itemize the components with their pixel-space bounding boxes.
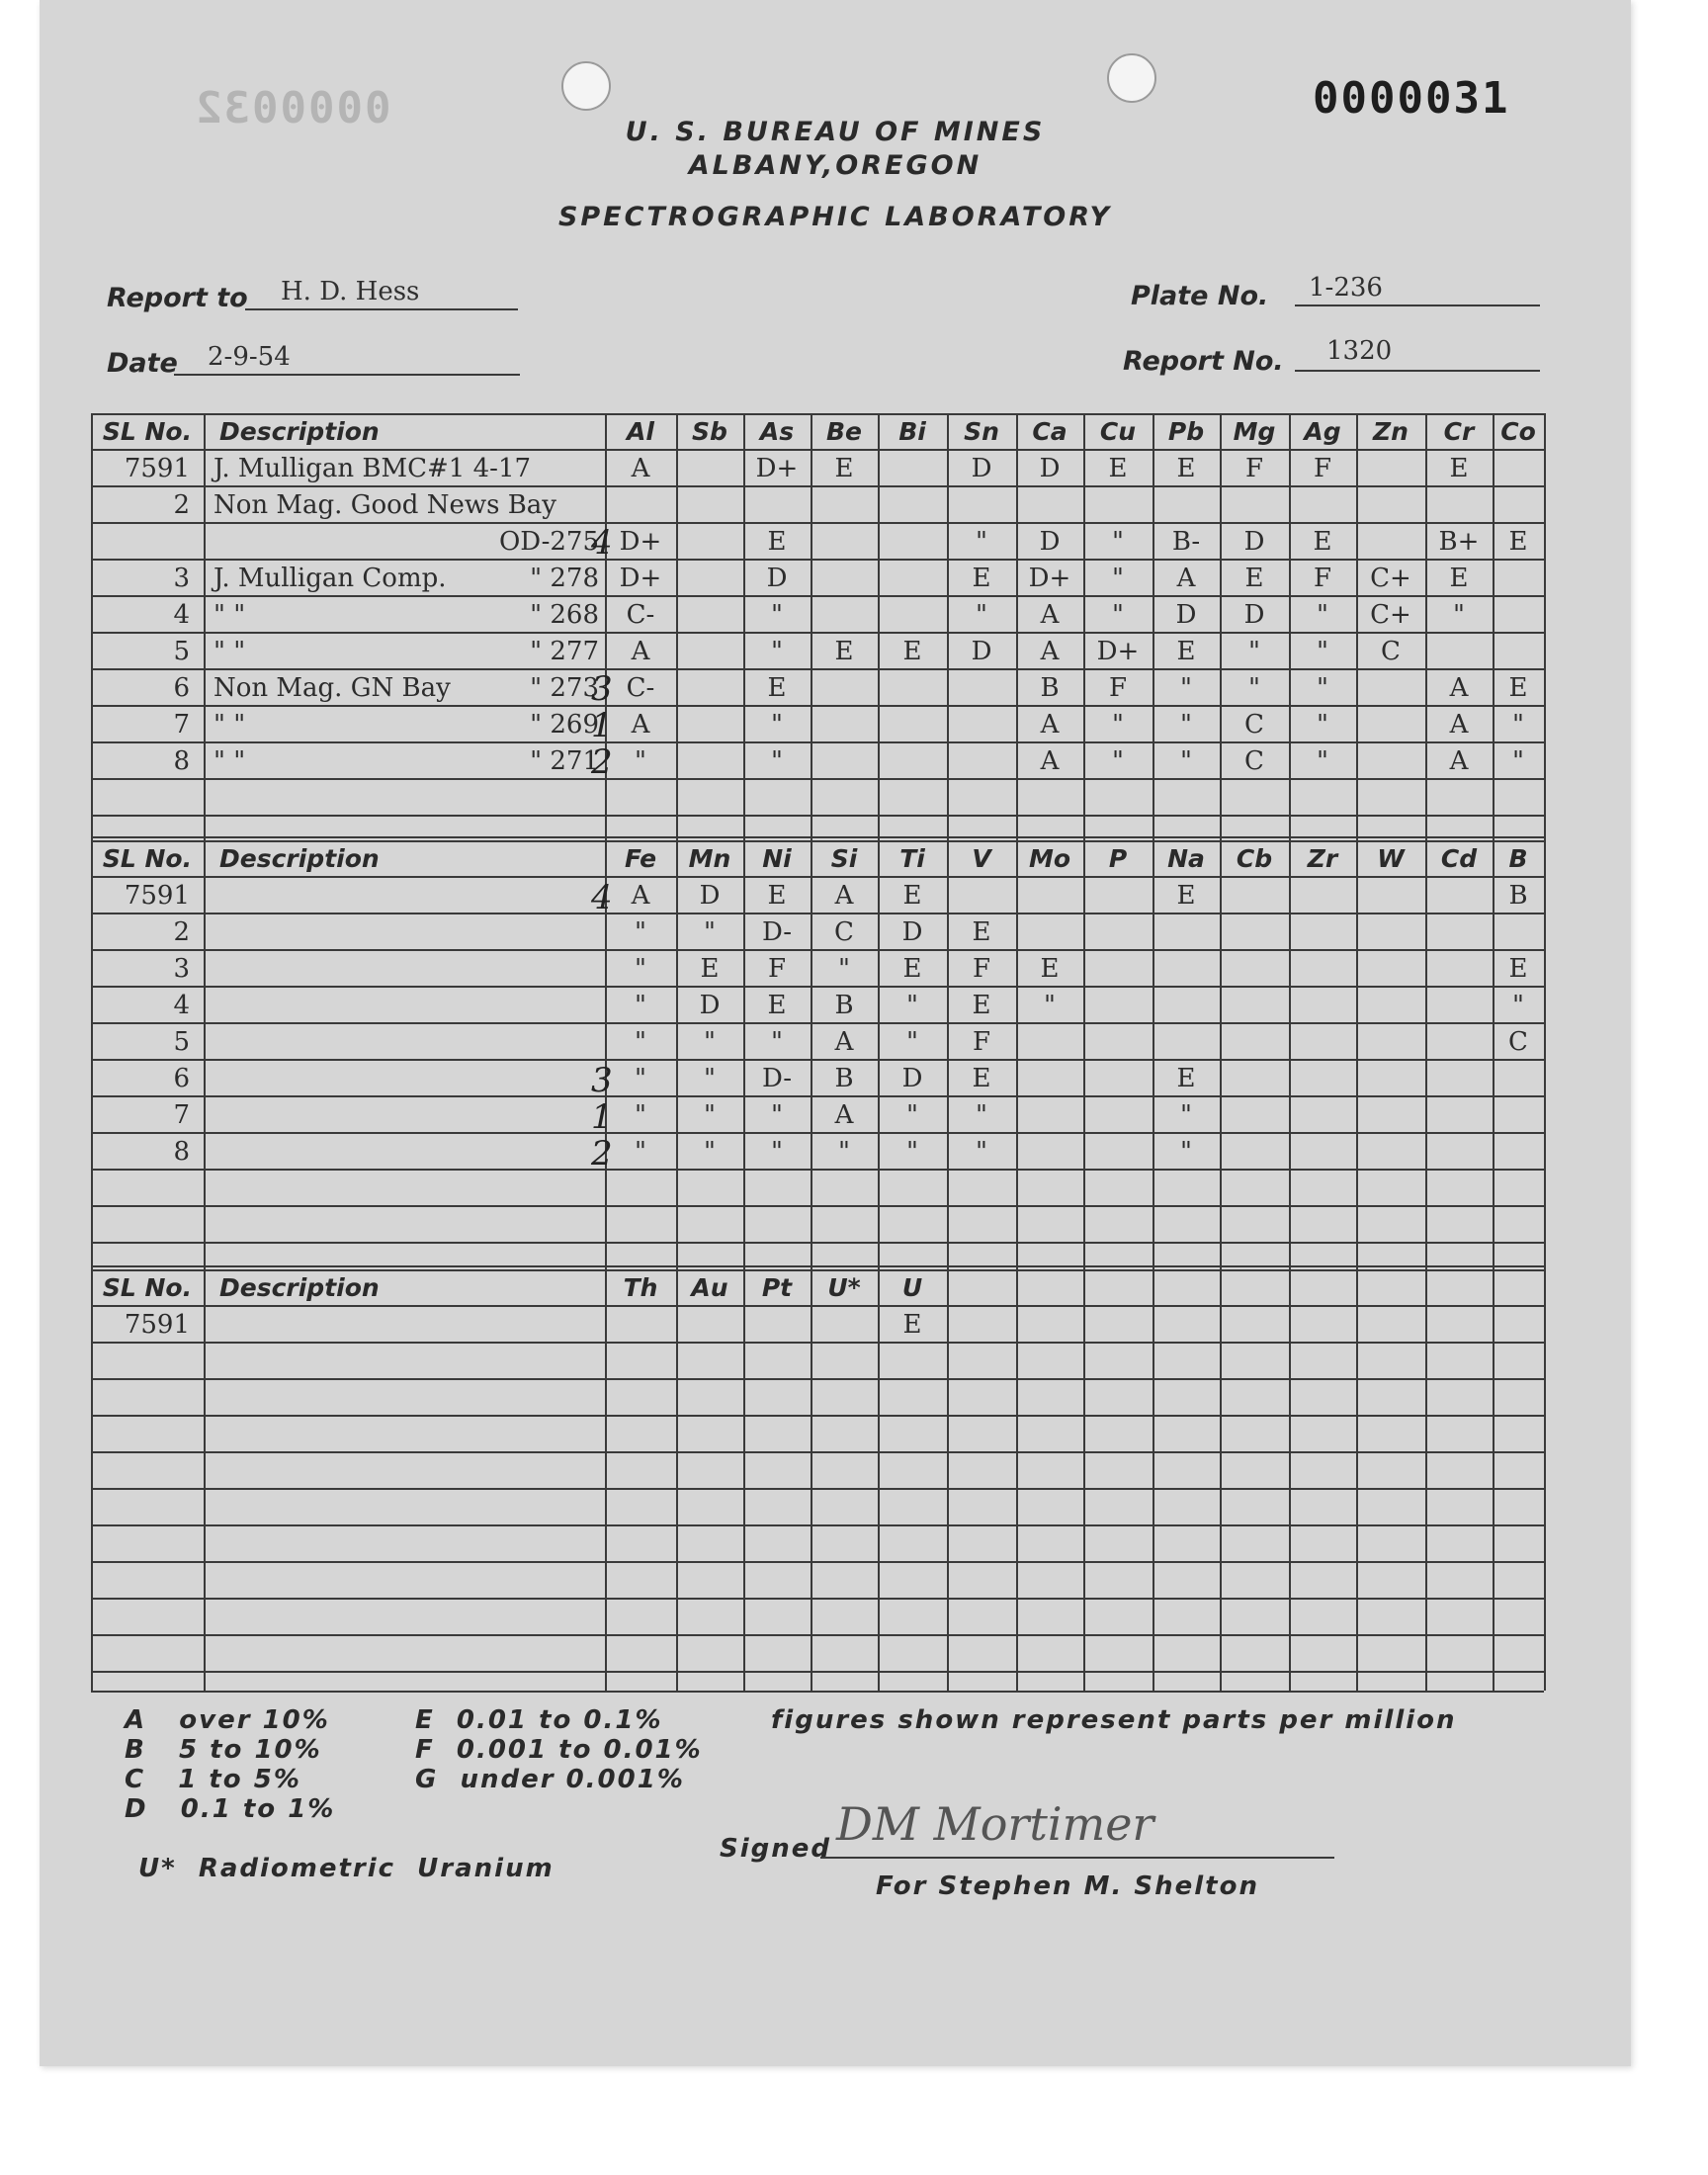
result-cell: " [976,527,987,557]
result-cell: E [902,954,922,984]
legend-a: A over 10% [125,1705,330,1735]
report-to-underline [245,308,518,310]
table-row-line [91,1524,1544,1526]
description-header: Description [219,844,380,873]
result-cell: " [771,710,783,740]
table-row-line [91,1169,1544,1171]
table-row-line [91,1415,1544,1417]
result-cell: F [972,954,991,984]
legend-g: G under 0.001% [415,1765,685,1794]
radiometric-uranium-note: U* Radiometric Uranium [138,1854,555,1883]
result-cell: E [767,991,787,1020]
report-no-underline [1295,370,1540,372]
result-cell: " [1512,991,1524,1020]
result-cell: E [767,881,787,911]
date-value: 2-9-54 [208,342,291,372]
report-to-value: H. D. Hess [281,277,420,306]
result-cell: E [767,527,787,557]
result-cell: " [1317,600,1328,630]
table-row-line [91,1242,1544,1244]
result-cell: A [834,1027,854,1057]
table-row-line [91,1095,1544,1097]
table-row-line [91,1488,1544,1490]
result-cell: " [1112,710,1124,740]
sl-no-header: SL No. [102,417,193,446]
result-cell: " [771,1100,783,1130]
result-cell: " [1317,637,1328,666]
element-header: Fe [624,844,657,873]
sl-no-cell: 7591 [124,1310,190,1340]
result-cell: " [635,1100,646,1130]
result-cell: " [906,1027,918,1057]
table-row-line [91,559,1544,561]
result-cell: D+ [619,527,662,557]
table-row-line [91,1305,1544,1307]
ppm-note: figures shown represent parts per million [771,1705,1457,1735]
result-cell: D [1243,600,1265,630]
table-column-line [1544,413,1546,1691]
report-no-value: 1320 [1326,336,1393,366]
result-cell: D+ [1028,564,1071,593]
sl-no-cell: 8 [173,1137,190,1167]
table-row-line [91,1132,1544,1134]
result-cell: D [1039,527,1061,557]
for-line: For Stephen M. Shelton [876,1871,1259,1901]
handwritten-mark: 1 [591,1097,613,1137]
element-header: Be [825,417,862,446]
result-cell: E [972,917,991,947]
result-cell: " [1512,746,1524,776]
result-cell: C- [626,600,655,630]
element-header: U [901,1273,923,1302]
result-cell: B [1508,881,1528,911]
result-cell: C- [626,673,655,703]
element-header: Pt [761,1273,793,1302]
result-cell: E [1449,564,1469,593]
result-cell: E [1508,527,1528,557]
result-cell: D+ [755,454,799,483]
table-row-line [91,485,1544,487]
table-row-line [91,840,1544,842]
result-cell: " [635,917,646,947]
table-row-line [91,1342,1544,1344]
description-header: Description [219,417,380,446]
table-row-line [91,1269,1544,1271]
result-cell: A [1449,746,1469,776]
result-cell: " [1317,710,1328,740]
result-cell: E [1176,1064,1196,1093]
result-cell: C [1381,637,1401,666]
result-cell: " [1248,637,1260,666]
result-cell: E [972,564,991,593]
result-cell: A [1176,564,1196,593]
result-cell: D+ [1096,637,1140,666]
agency-location: ALBANY,OREGON [688,150,982,181]
result-cell: " [1112,527,1124,557]
result-cell: " [906,1137,918,1167]
signed-label: Signed [720,1834,832,1864]
sl-no-header: SL No. [102,1273,193,1302]
result-cell: " [704,1137,716,1167]
description-ref-cell: " 269 [530,710,599,740]
handwritten-mark: 4 [591,878,613,917]
result-cell: A [631,454,650,483]
result-cell: E [972,1064,991,1093]
result-cell: " [906,1100,918,1130]
handwritten-mark: 4 [591,523,613,563]
table-row-line [91,986,1544,988]
lab-name: SPECTROGRAPHIC LABORATORY [557,202,1113,232]
table-row-line [91,741,1544,743]
result-cell: C+ [1370,564,1411,593]
description-cell: " " [214,746,246,776]
result-cell: D [901,917,923,947]
result-cell: " [1044,991,1056,1020]
result-cell: A [1040,637,1060,666]
result-cell: " [1317,746,1328,776]
result-cell: A [834,1100,854,1130]
element-header: W [1377,844,1405,873]
ghost-document-number: 0000032 [194,83,391,133]
result-cell: " [635,1064,646,1093]
handwritten-mark: 2 [591,1134,613,1174]
result-cell: A [1040,710,1060,740]
result-cell: D [971,454,992,483]
sl-no-cell: 6 [173,1064,190,1093]
result-cell: " [1180,673,1192,703]
result-cell: A [631,637,650,666]
sl-no-cell: 7591 [124,881,190,911]
punch-hole-left [561,61,611,111]
table-row-line [91,1561,1544,1563]
result-cell: E [902,637,922,666]
result-cell: E [902,1310,922,1340]
table-row-line [91,1691,1544,1693]
sl-no-cell: 7 [173,710,190,740]
sl-no-cell: 7 [173,1100,190,1130]
result-cell: E [972,991,991,1020]
result-cell: A [1040,600,1060,630]
result-cell: D [699,991,721,1020]
signature: DM Mortimer [836,1797,1154,1851]
result-cell: E [902,881,922,911]
result-cell: E [834,637,854,666]
date-underline [174,374,520,376]
result-cell: D- [761,917,793,947]
result-cell: E [1176,454,1196,483]
table-row-line [91,778,1544,780]
table-row-line [91,1022,1544,1024]
table-row-line [91,1671,1544,1673]
sl-no-cell: 4 [173,991,190,1020]
result-cell: " [1317,673,1328,703]
result-cell: E [1508,673,1528,703]
element-header: Ti [899,844,925,873]
sl-no-cell: 2 [173,490,190,520]
result-cell: C [1508,1027,1528,1057]
element-header: Co [1500,417,1536,446]
result-cell: " [771,1027,783,1057]
table-row-line [91,1598,1544,1600]
description-cell: " " [214,710,246,740]
result-cell: E [1449,454,1469,483]
result-cell: E [1508,954,1528,984]
element-header: Ag [1304,417,1341,446]
result-cell: " [704,1100,716,1130]
legend-c: C 1 to 5% [125,1765,301,1794]
sl-no-cell: 5 [173,637,190,666]
result-cell: E [834,454,854,483]
element-header: Cb [1236,844,1273,873]
result-cell: " [976,600,987,630]
handwritten-mark: 3 [591,1061,613,1100]
result-cell: C [1244,710,1264,740]
table-row-line [91,1059,1544,1061]
result-cell: F [767,954,787,984]
legend-e: E 0.01 to 0.1% [415,1705,663,1735]
result-cell: " [838,1137,850,1167]
table-row-line [91,1265,1544,1267]
result-cell: B- [1171,527,1201,557]
result-cell: " [976,1100,987,1130]
result-cell: E [1176,637,1196,666]
result-cell: E [1313,527,1332,557]
table-row-line [91,836,1544,838]
element-header: P [1108,844,1128,873]
element-header: Cr [1443,417,1475,446]
element-header: Na [1167,844,1205,873]
report-to-label: Report to [107,283,248,313]
result-cell: F [972,1027,991,1057]
table-row-line [91,668,1544,670]
sl-no-cell: 6 [173,673,190,703]
result-cell: A [631,710,650,740]
description-ref-cell: " 271 [530,746,599,776]
result-cell: " [1180,710,1192,740]
table-row-line [91,913,1544,914]
table-row-line [91,705,1544,707]
element-header: Cu [1099,417,1137,446]
result-cell: D- [761,1064,793,1093]
result-cell: " [704,1027,716,1057]
result-cell: D [971,637,992,666]
description-ref-cell: " 273 [530,673,599,703]
element-header: B [1508,844,1528,873]
table-row-line [91,595,1544,597]
result-cell: " [1112,746,1124,776]
result-cell: " [771,1137,783,1167]
result-cell: D [901,1064,923,1093]
element-header: Mo [1028,844,1071,873]
sl-no-cell: 3 [173,564,190,593]
result-cell: " [1453,600,1465,630]
result-cell: D+ [619,564,662,593]
result-cell: " [906,991,918,1020]
date-label: Date [107,348,178,379]
sl-no-cell: 4 [173,600,190,630]
result-cell: E [700,954,720,984]
handwritten-mark: 1 [591,706,613,745]
table-column-line [204,413,206,1691]
element-header: Th [623,1273,658,1302]
result-cell: E [1244,564,1264,593]
description-ref-cell: " 277 [530,637,599,666]
description-cell: Non Mag. Good News Bay [214,490,556,520]
result-cell: E [1176,881,1196,911]
result-cell: " [1112,600,1124,630]
result-cell: A [631,881,650,911]
table-row-line [91,1451,1544,1453]
sl-no-header: SL No. [102,844,193,873]
result-cell: " [635,954,646,984]
results-table [91,413,1544,1691]
table-row-line [91,632,1544,634]
element-header: Sb [692,417,727,446]
result-cell: A [834,881,854,911]
result-cell: E [1040,954,1060,984]
result-cell: " [976,1137,987,1167]
description-cell: J. Mulligan BMC#1 4-17 [214,454,532,483]
result-cell: " [1180,1137,1192,1167]
element-header: Ni [762,844,792,873]
element-header: Sn [964,417,999,446]
element-header: Al [627,417,654,446]
element-header: Zr [1307,844,1338,873]
description-cell: J. Mulligan Comp. [214,564,447,593]
handwritten-mark: 2 [591,742,613,782]
report-sheet [40,0,1631,2066]
element-header: Mn [688,844,731,873]
element-header: As [759,417,795,446]
plate-no-value: 1-236 [1309,273,1383,303]
result-cell: C [1244,746,1264,776]
result-cell: " [635,746,646,776]
table-row-line [91,1205,1544,1207]
result-cell: " [704,1064,716,1093]
description-cell: " " [214,600,246,630]
result-cell: F [1244,454,1264,483]
result-cell: " [1112,564,1124,593]
result-cell: " [1248,673,1260,703]
result-cell: F [1313,564,1332,593]
result-cell: B [834,1064,854,1093]
element-header: Si [830,844,858,873]
result-cell: D [1175,600,1197,630]
table-row-line [91,1634,1544,1636]
description-ref-cell: " 278 [530,564,599,593]
description-cell: " " [214,637,246,666]
result-cell: E [767,673,787,703]
table-row-line [91,876,1544,878]
punch-hole-right [1107,53,1156,103]
description-ref-cell: OD-275 [498,527,599,557]
result-cell: B [834,991,854,1020]
result-cell: " [635,991,646,1020]
legend-f: F 0.001 to 0.01% [415,1735,703,1765]
element-header: Bi [898,417,926,446]
signature-underline [820,1857,1334,1859]
report-no-label: Report No. [1123,346,1284,377]
result-cell: F [1108,673,1128,703]
sl-no-cell: 5 [173,1027,190,1057]
result-cell: A [1040,746,1060,776]
handwritten-mark: 3 [591,669,613,709]
element-header: V [972,844,991,873]
agency-name: U. S. BUREAU OF MINES [625,117,1046,147]
result-cell: " [635,1137,646,1167]
table-row-line [91,413,1544,415]
description-cell: Non Mag. GN Bay [214,673,451,703]
element-header: Au [691,1273,728,1302]
element-header: Cd [1440,844,1478,873]
result-cell: D [1243,527,1265,557]
result-cell: E [1108,454,1128,483]
result-cell: " [771,637,783,666]
plate-no-label: Plate No. [1131,281,1269,311]
result-cell: B [1040,673,1060,703]
table-row-line [91,949,1544,951]
element-header: Mg [1233,417,1276,446]
description-header: Description [219,1273,380,1302]
result-cell: C [834,917,854,947]
result-cell: " [1180,1100,1192,1130]
result-cell: B+ [1438,527,1480,557]
document-number: 0000031 [1313,73,1510,124]
sl-no-cell: 2 [173,917,190,947]
result-cell: D [699,881,721,911]
description-ref-cell: " 268 [530,600,599,630]
element-header: Pb [1167,417,1205,446]
result-cell: F [1313,454,1332,483]
result-cell: " [771,746,783,776]
result-cell: " [838,954,850,984]
table-row-line [91,1378,1544,1380]
result-cell: A [1449,673,1469,703]
result-cell: " [635,1027,646,1057]
sl-no-cell: 3 [173,954,190,984]
plate-no-underline [1295,304,1540,306]
element-header: U* [827,1273,861,1302]
table-row-line [91,449,1544,451]
result-cell: D [766,564,788,593]
sl-no-cell: 7591 [124,454,190,483]
result-cell: " [704,917,716,947]
element-header: Ca [1032,417,1068,446]
table-row-line [91,522,1544,524]
legend-b: B 5 to 10% [125,1735,322,1765]
element-header: Zn [1373,417,1409,446]
result-cell: " [1512,710,1524,740]
result-cell: D [1039,454,1061,483]
result-cell: C+ [1370,600,1411,630]
table-row-line [91,815,1544,817]
result-cell: " [771,600,783,630]
sl-no-cell: 8 [173,746,190,776]
result-cell: A [1449,710,1469,740]
result-cell: " [1180,746,1192,776]
legend-d: D 0.1 to 1% [125,1794,336,1824]
